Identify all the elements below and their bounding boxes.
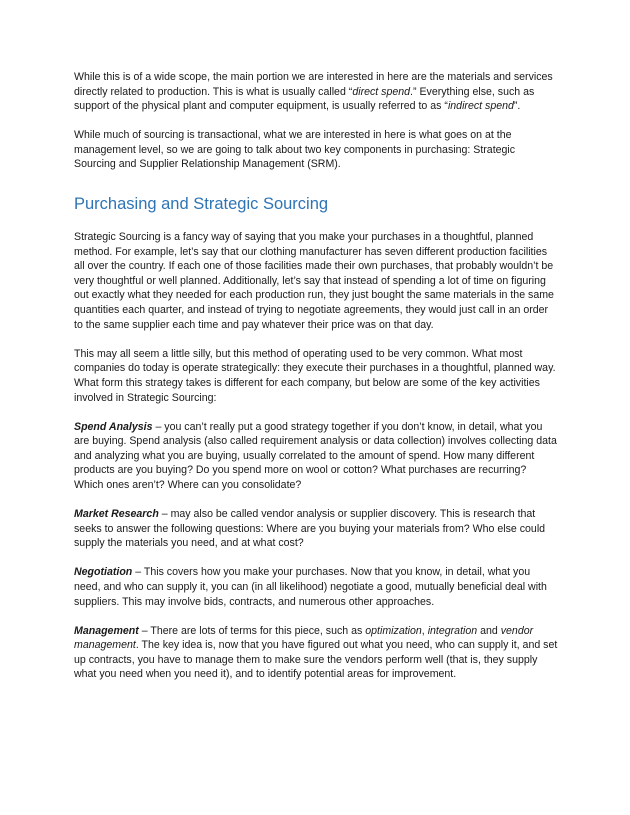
activity-description: – you can’t really put a good strategy together if you don’t know, in detail, what you are buying. Spend analysis (also called requirement analysis or data collection) involves collecting data and analyzing what you are buying, usually correlated to the amount of spend. How many different products are you buying? Do you spend more on wool or cotton? What purchases are recurring? Which ones aren’t? Where can you consolidate? [74,420,557,491]
optimization-term: optimization [365,624,422,637]
activity-market-research [74,507,558,551]
activity-term: Management [74,624,139,637]
section-heading: Purchasing and Strategic Sourcing [74,195,329,214]
activity-spend-analysis [74,420,558,493]
conjunction: and [477,624,501,637]
intro-p1-text-b: .” Everything else, such as support of the physical plant and computer equipment, is usually referred to as “ [74,85,535,113]
document-page [74,70,558,697]
intro-p1-text-a: While this is of a wide scope, the main portion we are interested in here are the materials and services directly related to production. This is what is usually called “ [74,71,553,98]
section-paragraph-2: This may all seem a little silly, but this method of operating used to be very common. What most companies do today is operate strategically: they execute their purchases in a thoughtful, planned way. What form this strategy takes is different for each company, but below are some of the key activities involved in Strategic Sourcing: [74,347,556,404]
intro-p1-text-c: ”. [513,100,521,113]
activity-description-a: – There are lots of terms for this piece, such as [138,624,366,637]
intro-paragraph-1 [74,70,558,114]
activity-negotiation [74,565,558,609]
intro-paragraph-2: While much of sourcing is transactional, what we are interested in here is what goes on at the management level, so we are going to talk about two key components in purchasing: Strategic Sourcing and Supplier Relationship Management (SRM). [74,129,516,171]
separator: , [421,624,428,637]
activity-term: Spend Analysis [74,420,153,433]
direct-spend-term: direct spend [352,85,411,98]
activity-description: – This covers how you make your purchases. Now that you know, in detail, what you need, and who can supply it, you can (in all likelihood) negotiate a good, mutually beneficial deal with suppliers. This may involve bids, contracts, and numerous other approaches. [74,566,547,608]
activity-term: Market Research [74,508,159,521]
section-paragraph-1: Strategic Sourcing is a fancy way of saying that you make your purchases in a thoughtful, planned method. For example, let’s say that our clothing manufacturer has seven different production facilities all over the country. If each one of those facilities made their own purchases, that probably wouldn’t be very thoughtful or well planned. Additionally, let’s say that instead of spending a lot of time on figuring out exactly what they needed for each production run, they just bought the same materials in the same quantities each quarter, and instead of trying to negotiate agreements, they would just call in an order to the same supplier each time and pay whatever their price was on that day. [74,231,554,331]
activity-description: – may also be called vendor analysis or supplier discovery. This is research that seeks to answer the following questions: Where are you buying your materials from? Who else could supply the materials you need, and at what cost? [74,508,546,550]
activity-term: Negotiation [74,566,133,579]
indirect-spend-term: indirect spend [447,100,514,113]
activity-description-b: . The key idea is, now that you have figured out what you need, who can supply it, and set up contracts, you have to manage them to make sure the vendors perform well (that is, they supply what you need when you need it), and to identify potential areas for improvement. [74,639,558,681]
integration-term: integration [427,624,478,637]
activity-management [74,624,558,682]
vendor-management-term: vendor management [74,624,534,652]
